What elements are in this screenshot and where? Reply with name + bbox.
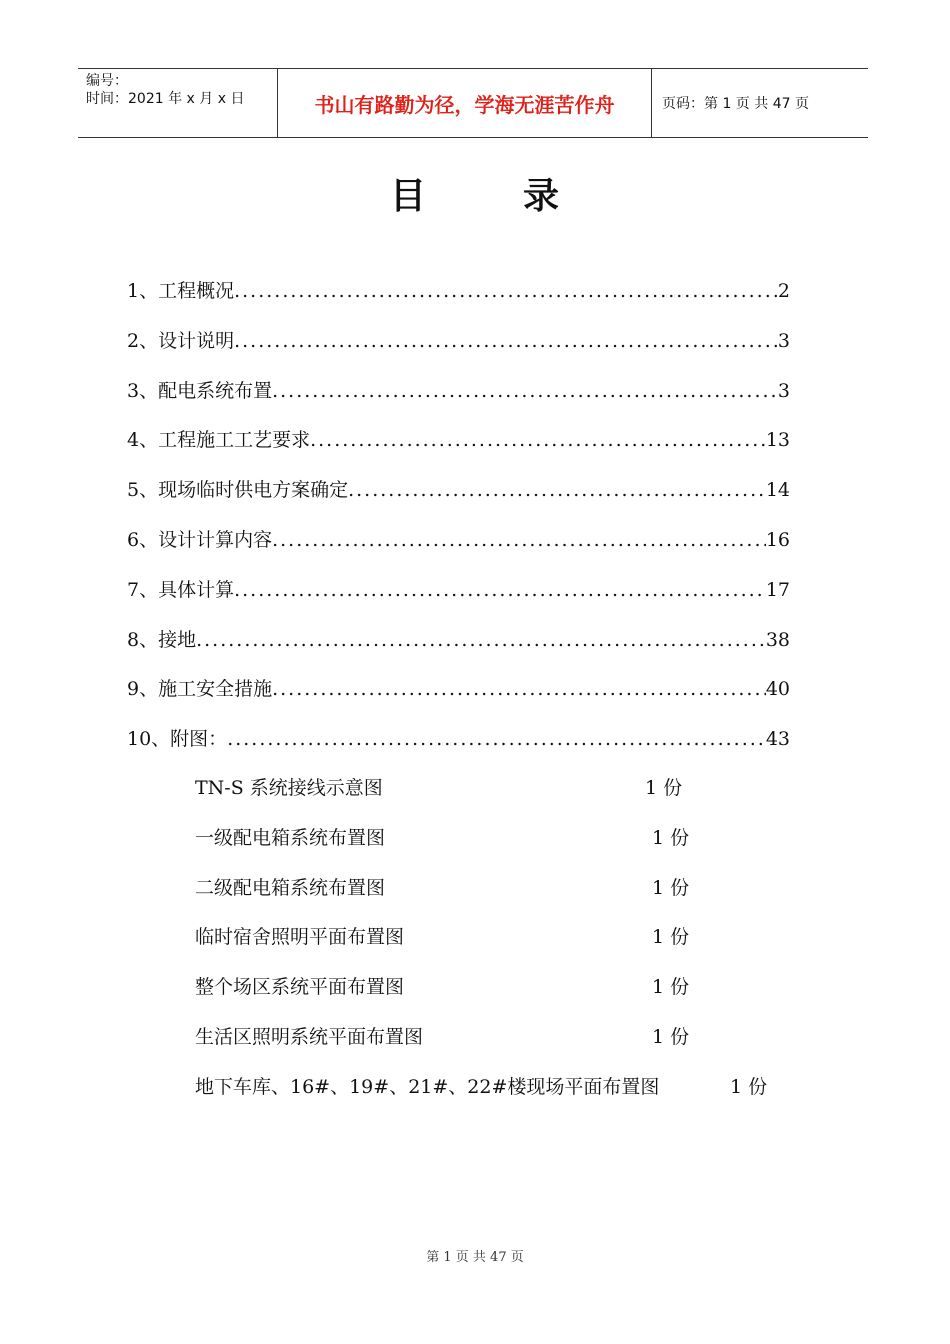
toc-leader <box>348 476 766 504</box>
attachment-name: 整个场区系统平面布置图 <box>195 976 405 999</box>
toc-page: 13 <box>765 429 790 452</box>
toc-page: 38 <box>765 628 790 651</box>
toc-label: 8、接地 <box>127 628 197 651</box>
attachment-item <box>195 1023 815 1073</box>
header-time: 时间：2021 年 x 月 x 日 <box>86 91 245 107</box>
attachment-item <box>195 874 815 924</box>
toc-entry[interactable] <box>127 576 790 626</box>
page-header <box>78 68 868 138</box>
toc-label: 4、工程施工工艺要求 <box>127 429 311 452</box>
table-of-contents <box>127 277 790 775</box>
attachment-count: 1 份 <box>645 777 683 799</box>
toc-entry[interactable] <box>127 426 790 476</box>
attachment-item <box>195 973 815 1023</box>
attachment-name: 地下车库、16#、19#、21#、22#楼现场平面布置图 <box>195 1075 660 1098</box>
toc-entry[interactable] <box>127 327 790 377</box>
header-meta <box>78 69 278 137</box>
toc-label: 7、具体计算 <box>127 578 235 601</box>
attachment-name: TN-S 系统接线示意图 <box>195 777 383 799</box>
toc-label: 6、设计计算内容 <box>127 528 273 551</box>
attachment-name: 一级配电箱系统布置图 <box>195 826 386 849</box>
toc-leader <box>196 626 766 654</box>
toc-label: 2、设计说明 <box>127 329 235 352</box>
toc-leader <box>227 725 766 753</box>
toc-leader <box>272 526 766 554</box>
toc-leader <box>234 277 778 305</box>
toc-page: 16 <box>765 528 790 551</box>
page-footer: 第 1 页 共 47 页 <box>426 1250 524 1265</box>
toc-entry[interactable] <box>127 377 790 427</box>
toc-leader <box>272 675 766 703</box>
toc-label: 1、工程概况 <box>127 280 235 302</box>
attachment-name: 二级配电箱系统布置图 <box>195 876 386 899</box>
attachment-item <box>195 824 815 874</box>
toc-entry[interactable] <box>127 725 790 775</box>
toc-entry[interactable] <box>127 526 790 576</box>
attachment-count: 1 份 <box>652 826 690 849</box>
attachment-item <box>195 774 815 824</box>
toc-entry[interactable] <box>127 626 790 676</box>
title-char-1: 目 <box>389 176 427 217</box>
attachment-name: 临时宿舍照明平面布置图 <box>195 926 405 949</box>
toc-page: 14 <box>765 479 790 502</box>
attachment-count: 1 份 <box>652 976 690 999</box>
toc-leader <box>310 426 766 454</box>
toc-page: 40 <box>765 678 790 701</box>
attachment-item <box>195 1073 815 1123</box>
header-page-info: 页码：第 1 页 共 47 页 <box>662 96 809 112</box>
toc-leader <box>272 377 778 405</box>
toc-leader <box>234 576 766 604</box>
toc-page: 3 <box>777 329 790 352</box>
toc-page: 17 <box>765 578 790 601</box>
attachment-count: 1 份 <box>652 926 690 949</box>
toc-page: 3 <box>777 379 790 402</box>
attachment-count: 1 份 <box>652 876 690 899</box>
attachment-item <box>195 923 815 973</box>
toc-label: 9、施工安全措施 <box>127 678 273 701</box>
toc-label: 5、现场临时供电方案确定 <box>127 479 349 502</box>
attachment-name: 生活区照明系统平面布置图 <box>195 1025 424 1048</box>
toc-entry[interactable] <box>127 675 790 725</box>
toc-page: 2 <box>777 280 790 302</box>
toc-entry[interactable] <box>127 277 790 327</box>
attachment-count: 1 份 <box>652 1025 690 1048</box>
toc-leader <box>234 327 778 355</box>
attachment-list <box>195 774 815 1123</box>
toc-entry[interactable] <box>127 476 790 526</box>
title-char-2: 录 <box>523 176 561 217</box>
toc-label: 10、附图： <box>127 728 228 751</box>
header-motto: 书山有路勤为径，学海无涯苦作舟 <box>278 69 652 137</box>
attachment-count: 1 份 <box>730 1075 768 1098</box>
page-title <box>0 168 950 219</box>
toc-page: 43 <box>765 728 790 751</box>
toc-label: 3、配电系统布置 <box>127 379 273 402</box>
header-number: 编号： <box>86 73 128 89</box>
